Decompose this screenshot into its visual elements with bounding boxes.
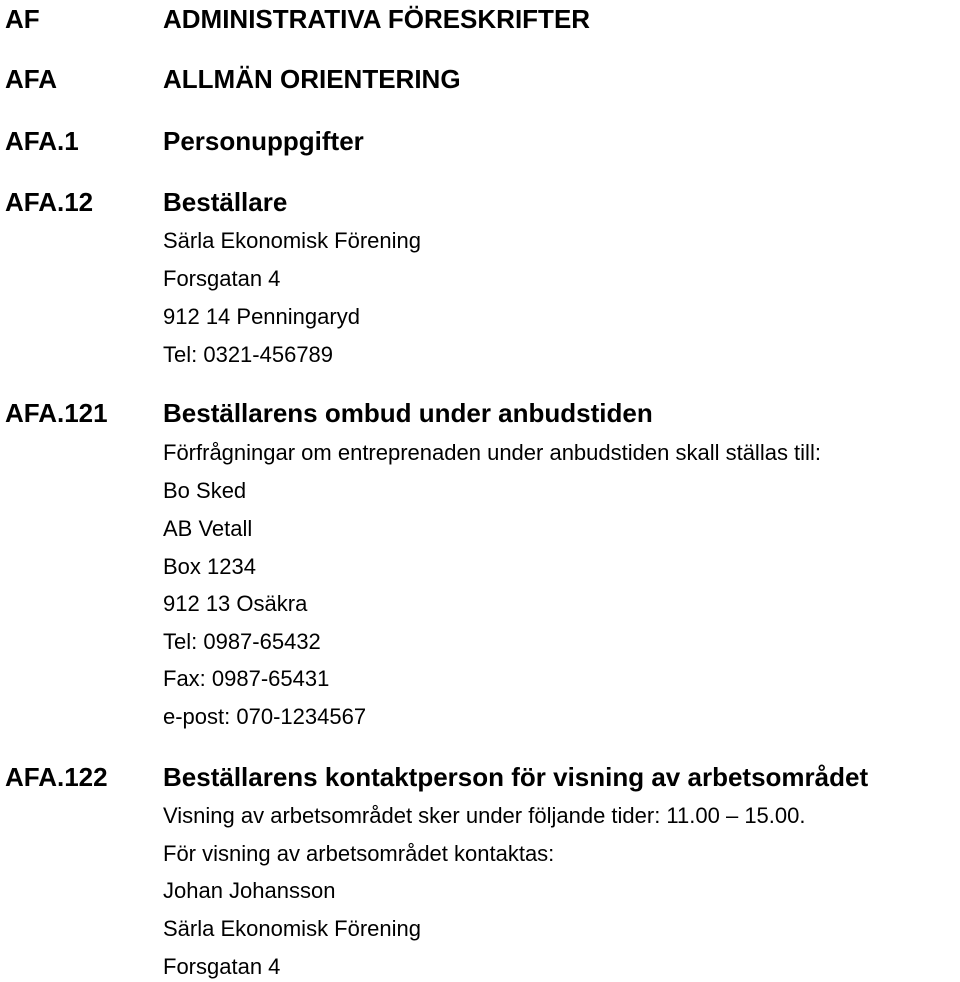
section-heading-afa-121: Beställarens ombud under anbudstiden (163, 398, 653, 428)
section-heading-afa: ALLMÄN ORIENTERING (163, 64, 461, 94)
body-line: AB Vetall (163, 516, 253, 541)
section-heading-af: ADMINISTRATIVA FÖRESKRIFTER (163, 4, 591, 34)
body-line: Forsgatan 4 (163, 266, 281, 291)
section-code-afa: AFA (5, 64, 57, 94)
section-heading-afa-12: Beställare (163, 187, 288, 217)
section-heading-afa-1: Personuppgifter (163, 126, 364, 156)
section-code-afa-12: AFA.12 (5, 187, 94, 217)
body-line: Box 1234 (163, 554, 256, 579)
body-line: Bo Sked (163, 478, 247, 503)
body-line: e-post: 070-1234567 (163, 704, 367, 729)
section-code-afa-121: AFA.121 (5, 398, 108, 428)
body-line: 912 14 Penningaryd (163, 304, 360, 329)
body-line: Förfrågningar om entreprenaden under anbudstiden skall ställas till: (163, 440, 821, 465)
section-code-afa-122: AFA.122 (5, 762, 108, 792)
body-line: För visning av arbetsområdet kontaktas: (163, 841, 555, 866)
body-line: Johan Johansson (163, 878, 336, 903)
body-line: Tel: 0987-65432 (163, 629, 321, 654)
body-line: Fax: 0987-65431 (163, 666, 330, 691)
section-heading-afa-122: Beställarens kontaktperson för visning av arbetsområdet (163, 762, 869, 792)
body-line: Visning av arbetsområdet sker under följande tider: 11.00 – 15.00. (163, 803, 806, 828)
body-line: 912 13 Osäkra (163, 591, 308, 616)
section-code-afa-1: AFA.1 (5, 126, 79, 156)
body-line: Särla Ekonomisk Förening (163, 228, 422, 253)
body-line: Forsgatan 4 (163, 954, 281, 979)
body-line: Särla Ekonomisk Förening (163, 916, 422, 941)
body-line: Tel: 0321-456789 (163, 342, 334, 367)
section-code-af: AF (5, 4, 40, 34)
